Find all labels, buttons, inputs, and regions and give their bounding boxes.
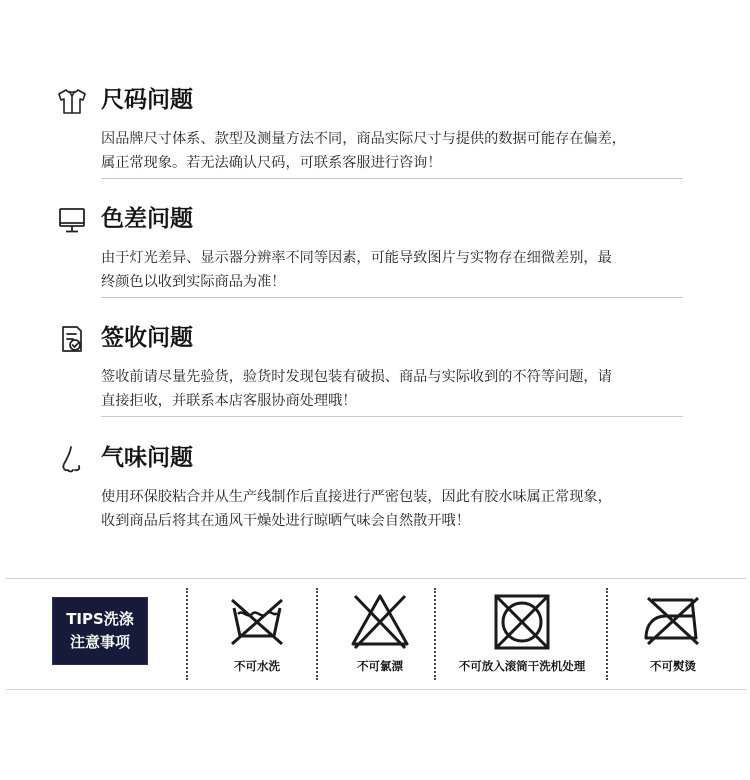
section-text-line: 直接拒收，并联系本店客服协商处理哦！ — [101, 393, 357, 409]
band-bottom-border — [6, 689, 746, 690]
section-header — [57, 320, 457, 356]
dotted-separator — [316, 588, 318, 680]
dotted-separator — [606, 588, 608, 680]
care-label: 不可氯漂 — [357, 659, 403, 673]
section-body — [101, 365, 691, 413]
tips-subtitle: 注意事项 — [69, 633, 130, 651]
tips-box — [52, 597, 148, 665]
tshirt-icon — [57, 86, 87, 116]
section-title: 尺码问题 — [101, 87, 193, 113]
section-header — [57, 82, 457, 118]
care-item-no-tumble-dry — [452, 592, 592, 674]
section-text-line: 使用环保胶粘合并从生产线制作后直接进行严密包装，因此有胶水味属正常现象， — [101, 489, 612, 505]
care-item-no-bleach — [340, 592, 420, 674]
section-text-line: 由于灯光差异、显示器分辨率不同等因素，可能导致图片与实物存在细微差别，最 — [101, 250, 612, 266]
divider — [101, 416, 683, 417]
no-iron-icon — [642, 592, 704, 652]
care-label: 不可熨烫 — [650, 659, 696, 673]
no-wash-icon — [226, 592, 288, 652]
tips-title: TIPS洗涤 — [66, 610, 134, 628]
checklist-icon — [57, 324, 87, 354]
section-title: 色差问题 — [101, 206, 193, 232]
section-text-line: 属正常现象。若无法确认尺码，可联系客服进行咨询！ — [101, 155, 442, 171]
monitor-icon — [57, 205, 87, 235]
no-bleach-icon — [349, 592, 411, 652]
section-text-line: 签收前请尽量先验货，验货时发现包装有破损、商品与实际收到的不符等问题，请 — [101, 369, 612, 385]
divider — [101, 297, 683, 298]
section-text-line: 终颜色以收到实际商品为准！ — [101, 274, 286, 290]
section-body — [101, 127, 691, 175]
no-tumble-dry-icon — [491, 592, 553, 652]
nose-icon — [57, 444, 87, 474]
section-body — [101, 485, 691, 533]
section-header — [57, 440, 457, 476]
section-text-line: 因品牌尺寸体系、款型及测量方法不同，商品实际尺寸与提供的数据可能存在偏差， — [101, 131, 626, 147]
section-header — [57, 201, 457, 237]
divider — [101, 178, 683, 179]
washing-tips-band — [6, 578, 746, 690]
care-item-no-wash — [217, 592, 297, 674]
section-title: 气味问题 — [101, 445, 193, 471]
dotted-separator — [434, 588, 436, 680]
care-label: 不可水洗 — [234, 659, 280, 673]
section-text-line: 收到商品后将其在通风干燥处进行晾晒气味会自然散开哦！ — [101, 513, 470, 529]
care-label: 不可放入滚筒干洗机处理 — [458, 659, 586, 673]
section-title: 签收问题 — [101, 325, 193, 351]
band-top-border — [6, 578, 746, 579]
care-item-no-iron — [633, 592, 713, 674]
section-body — [101, 246, 691, 294]
dotted-separator — [186, 588, 188, 680]
